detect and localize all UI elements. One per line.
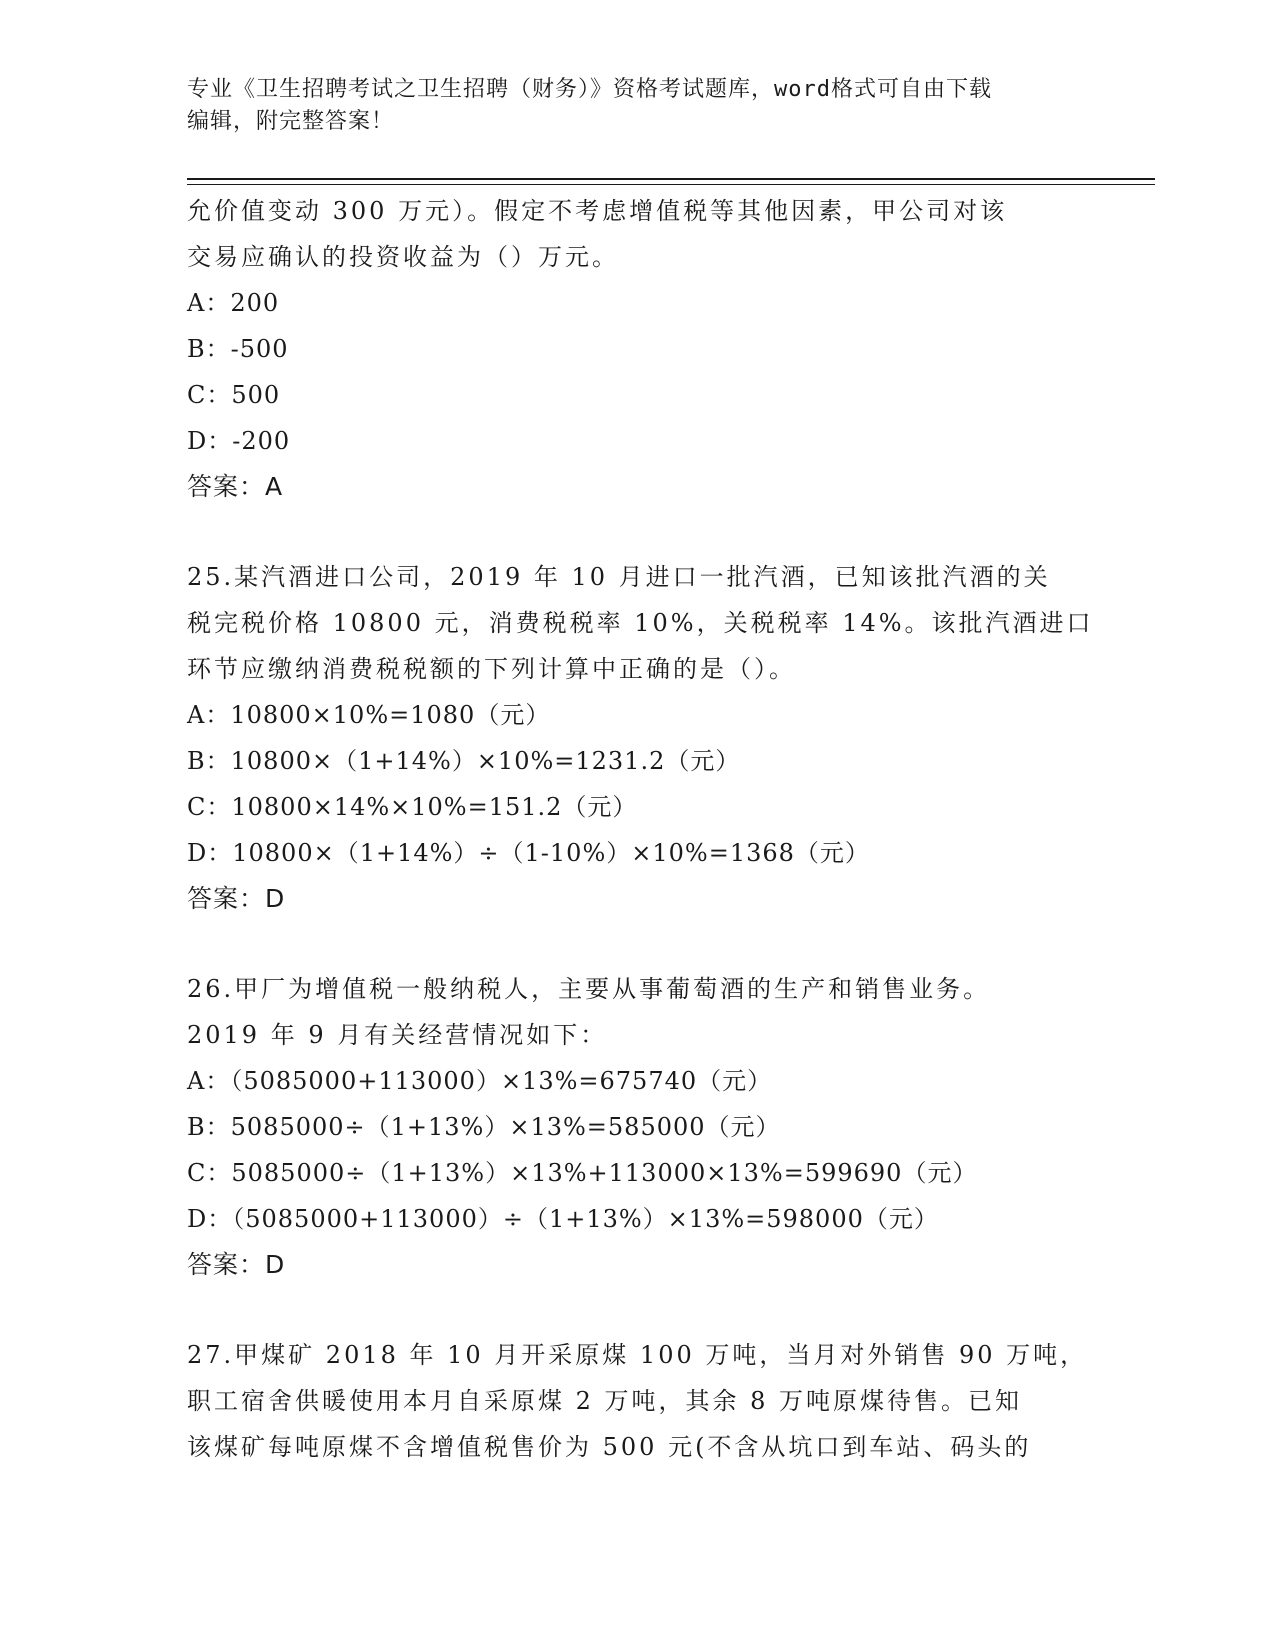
document-body <box>187 188 1107 1470</box>
question-25-text-line: 25.某汽酒进口公司，2019 年 10 月进口一批汽酒，已知该批汽酒的关 <box>187 563 1051 591</box>
question-24-option-c: C：500 <box>187 381 281 409</box>
question-27-text-line: 27.甲煤矿 2018 年 10 月开采原煤 100 万吨，当月对外销售 90 万吨， <box>187 1341 1088 1369</box>
question-24-answer: 答案：A <box>187 472 284 501</box>
question-25-text-line: 环节应缴纳消费税税额的下列计算中正确的是（）。 <box>187 655 796 683</box>
question-24-text-line: 交易应确认的投资收益为（）万元。 <box>187 243 619 271</box>
question-26-text-line: 26.甲厂为增值税一般纳税人，主要从事葡萄酒的生产和销售业务。 <box>187 975 991 1003</box>
question-24-option-d: D：-200 <box>187 427 291 455</box>
question-24-option-b: B：-500 <box>187 335 289 363</box>
question-25-answer: 答案：D <box>187 884 286 913</box>
question-27 <box>187 1332 1107 1470</box>
question-27-text-line: 职工宿舍供暖使用本月自采原煤 2 万吨，其余 8 万吨原煤待售。已知 <box>187 1387 1023 1415</box>
question-26 <box>187 966 1107 1288</box>
document-header <box>187 74 1087 138</box>
question-26-option-a: A：（5085000+113000）×13%=675740（元） <box>187 1067 773 1095</box>
question-25-option-a: A：10800×10%=1080（元） <box>187 701 551 729</box>
question-24-option-a: A：200 <box>187 289 280 317</box>
spacer <box>187 1288 1107 1332</box>
question-26-option-c: C：5085000÷（1+13%）×13%+113000×13%=599690（元） <box>187 1159 978 1187</box>
header-divider-thin <box>187 184 1155 185</box>
question-25 <box>187 554 1107 922</box>
header-line-2: 编辑，附完整答案！ <box>187 109 395 134</box>
question-24 <box>187 188 1107 510</box>
question-26-option-d: D：（5085000+113000）÷（1+13%）×13%=598000（元） <box>187 1205 939 1233</box>
question-25-option-b: B：10800×（1+14%）×10%=1231.2（元） <box>187 747 741 775</box>
question-25-option-d: D：10800×（1+14%）÷（1-10%）×10%=1368（元） <box>187 839 870 867</box>
question-25-text-line: 税完税价格 10800 元，消费税税率 10%，关税税率 14%。该批汽酒进口 <box>187 609 1094 637</box>
header-divider-thick <box>187 178 1155 180</box>
question-24-text-line: 允价值变动 300 万元）。假定不考虑增值税等其他因素，甲公司对该 <box>187 197 1008 225</box>
question-27-text-line: 该煤矿每吨原煤不含增值税售价为 500 元(不含从坑口到车站、码头的 <box>187 1433 1032 1461</box>
header-line-1: 专业《卫生招聘考试之卫生招聘（财务）》资格考试题库，word格式可自由下载 <box>187 77 992 102</box>
question-26-text-line: 2019 年 9 月有关经营情况如下： <box>187 1021 608 1049</box>
question-26-option-b: B：5085000÷（1+13%）×13%=585000（元） <box>187 1113 781 1141</box>
question-26-answer: 答案：D <box>187 1250 286 1279</box>
question-25-option-c: C：10800×14%×10%=151.2（元） <box>187 793 638 821</box>
spacer <box>187 510 1107 554</box>
spacer <box>187 922 1107 966</box>
